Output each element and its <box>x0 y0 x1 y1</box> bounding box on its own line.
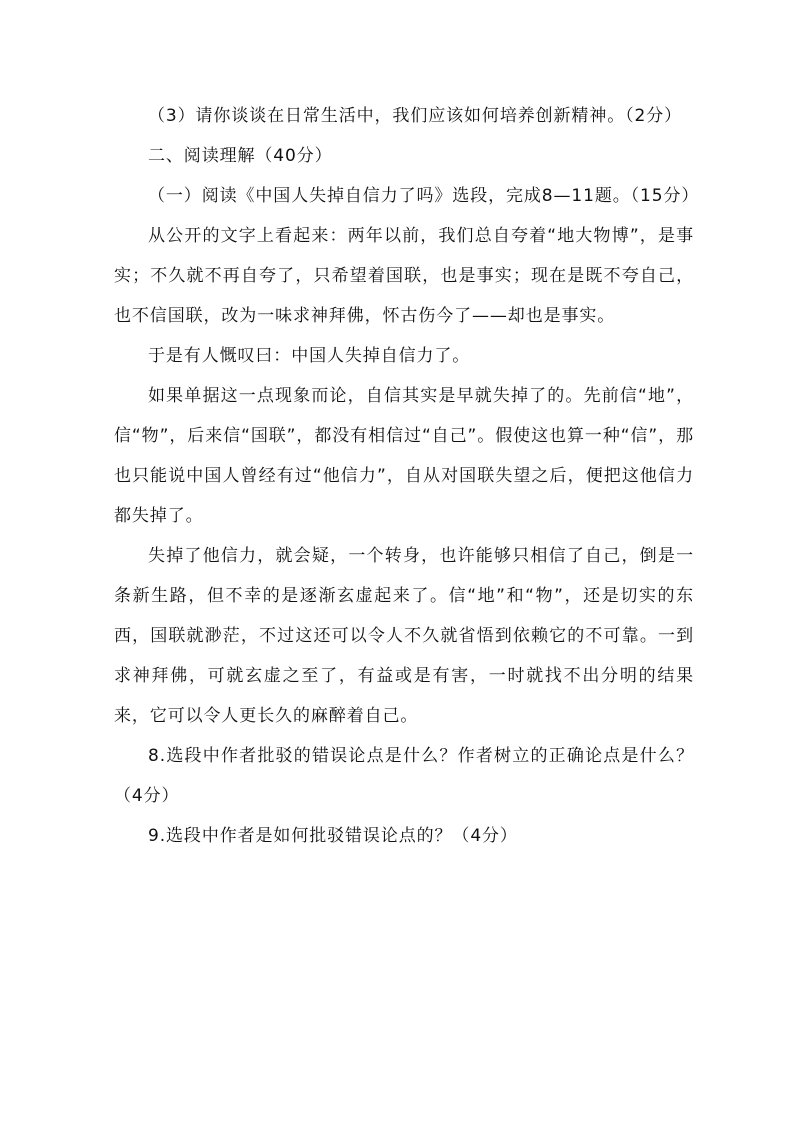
document-body <box>114 96 700 856</box>
part-1-instruction: （一）阅读《中国人失掉自信力了吗》选段，完成8—11题。（15分） <box>148 186 700 206</box>
question-3: （3）请你谈谈在日常生活中，我们应该如何培养创新精神。（2分） <box>148 106 683 126</box>
passage-paragraph: 失掉了他信力，就会疑，一个转身，也许能够只相信了自己，倒是一条新生路，但不幸的是逐渐玄虚起来了。信“地”和“物”，还是切实的东西，国联就渺茫，不过这还可以令人不久就省悟到依赖它的不可靠。一到求神拜佛，可就玄虚之至了，有益或是有害，一时就找不出分明的结果来，它可以令人更长久的麻醉着自己。 <box>114 546 694 726</box>
passage-paragraph: 从公开的文字上看起来：两年以前，我们总自夸着“地大物博”，是事实；不久就不再自夸了，只希望着国联，也是事实；现在是既不夸自己，也不信国联，改为一味求神拜佛，怀古伤今了——却也是事实。 <box>114 226 694 326</box>
passage-paragraph: 如果单据这一点现象而论，自信其实是早就失掉了的。先前信“地”，信“物”，后来信“国联”，都没有相信过“自己”。假使这也算一种“信”，那也只能说中国人曾经有过“他信力”，自从对国联失望之后，便把这他信力都失掉了。 <box>114 386 694 526</box>
question-8: 8.选段中作者批驳的错误论点是什么？作者树立的正确论点是什么？（4分） <box>114 746 694 806</box>
section-heading-reading: 二、阅读理解（40分） <box>148 146 333 166</box>
passage-paragraph: 于是有人慨叹曰：中国人失掉自信力了。 <box>148 346 471 366</box>
question-9: 9.选段中作者是如何批驳错误论点的？（4分） <box>148 826 518 846</box>
